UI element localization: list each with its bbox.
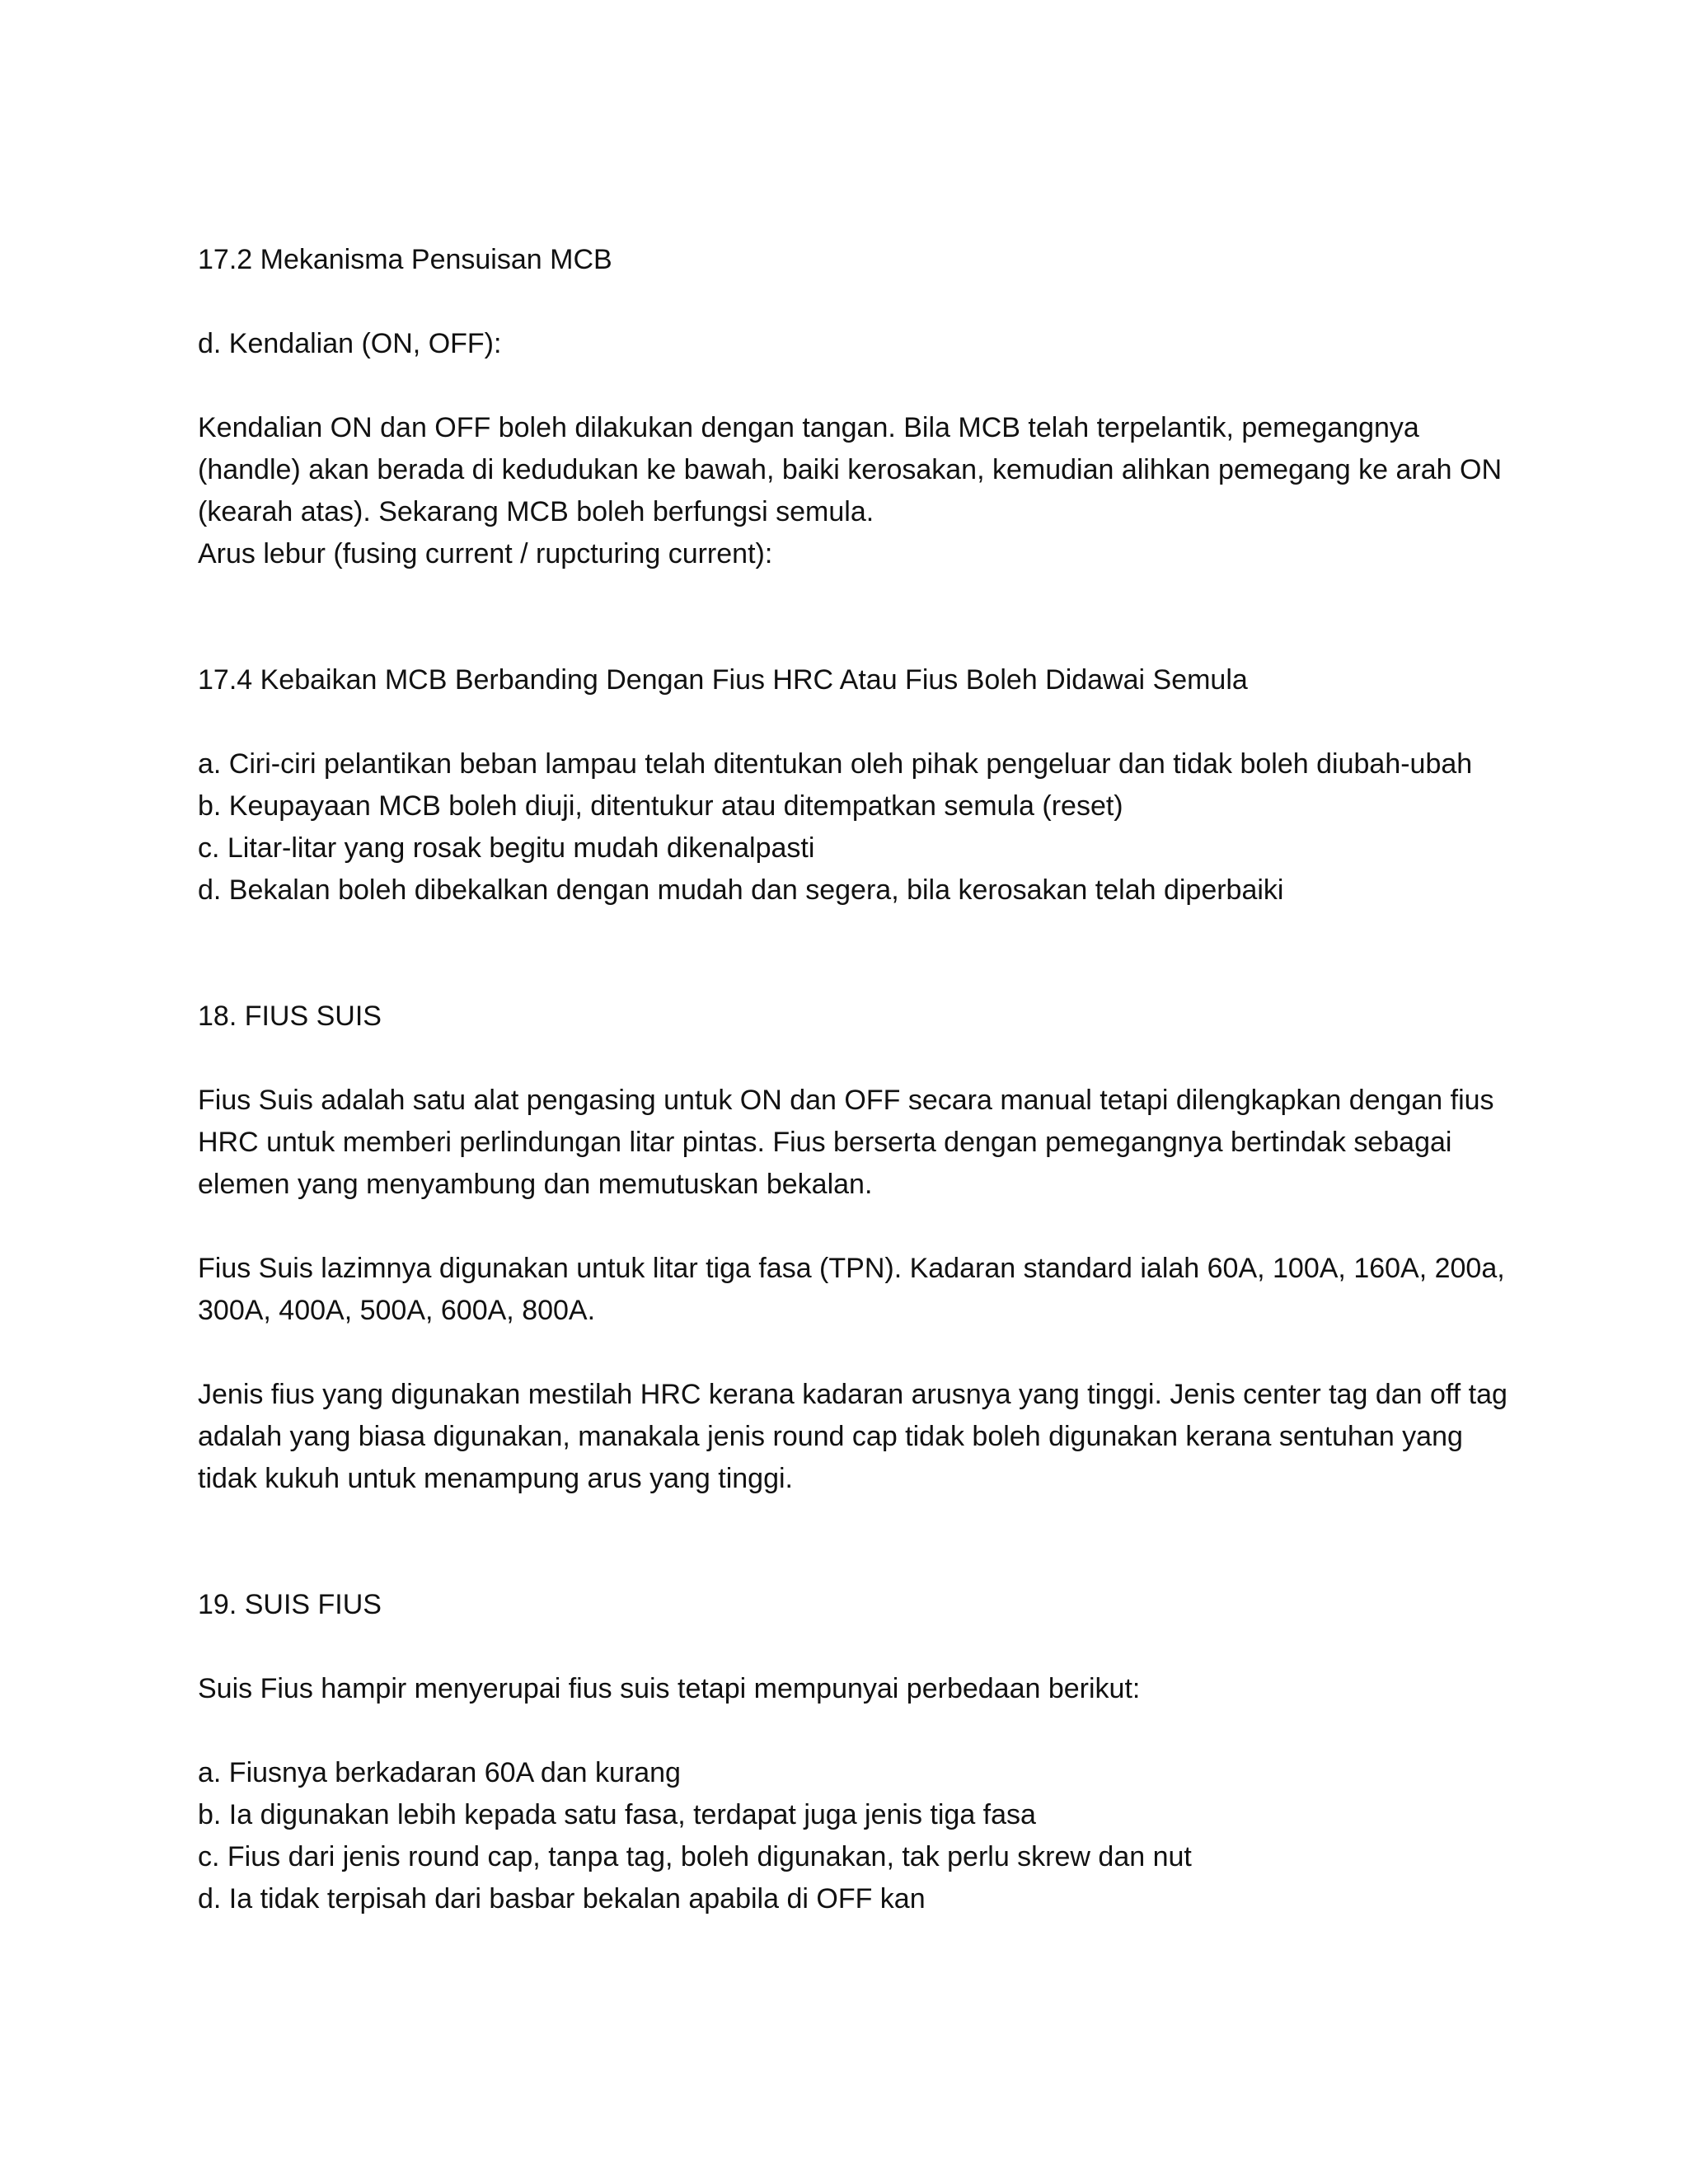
section-18-paragraph-3-line: Jenis fius yang digunakan mestilah HRC kerana kadaran arusnya yang tinggi. Jenis center tag dan off tag [198,1379,1507,1410]
section-18-paragraph-2-line: Fius Suis lazimnya digunakan untuk litar tiga fasa (TPN). Kadaran standard ialah 60A, 100A, 160A, 200a, [198,1253,1505,1284]
section-19-intro: Suis Fius hampir menyerupai fius suis tetapi mempunyai perbedaan berikut: [198,1673,1141,1704]
section-18-paragraph-2-line: 300A, 400A, 500A, 600A, 800A. [198,1295,596,1326]
section-17-4-heading: 17.4 Kebaikan MCB Berbanding Dengan Fius HRC Atau Fius Boleh Didawai Semula [198,664,1248,696]
section-18-paragraph-1-line: HRC untuk memberi perlindungan litar pintas. Fius berserta dengan pemegangnya bertindak sebagai [198,1127,1452,1158]
section-19-list-item: d. Ia tidak terpisah dari basbar bekalan apabila di OFF kan [198,1883,926,1915]
section-17-2-paragraph-line: Kendalian ON dan OFF boleh dilakukan dengan tangan. Bila MCB telah terpelantik, pemegangnya [198,412,1419,443]
document-body [198,239,1507,1920]
section-19-list-item: c. Fius dari jenis round cap, tanpa tag, boleh digunakan, tak perlu skrew dan nut [198,1841,1192,1872]
section-18-paragraph-3-line: tidak kukuh untuk menampung arus yang tinggi. [198,1463,794,1494]
section-17-4-list-item: d. Bekalan boleh dibekalkan dengan mudah dan segera, bila kerosakan telah diperbaiki [198,874,1284,906]
section-17-2-paragraph-line: (handle) akan berada di kedudukan ke bawah, baiki kerosakan, kemudian alihkan pemegang ke arah ON [198,454,1503,485]
section-19-heading: 19. SUIS FIUS [198,1589,382,1620]
section-17-4-list-item: a. Ciri-ciri pelantikan beban lampau telah ditentukan oleh pihak pengeluar dan tidak boleh diubah-ubah [198,748,1473,780]
section-18-heading: 18. FIUS SUIS [198,1001,382,1032]
section-17-2-paragraph-line: (kearah atas). Sekarang MCB boleh berfungsi semula. [198,496,874,527]
section-19-list-item: b. Ia digunakan lebih kepada satu fasa, terdapat juga jenis tiga fasa [198,1799,1036,1830]
section-17-2-heading: 17.2 Mekanisma Pensuisan MCB [198,244,612,275]
section-17-4-list-item: c. Litar-litar yang rosak begitu mudah dikenalpasti [198,832,815,864]
section-19-list-item: a. Fiusnya berkadaran 60A dan kurang [198,1757,681,1788]
section-17-2-subheading: d. Kendalian (ON, OFF): [198,328,502,359]
section-17-4-list-item: b. Keupayaan MCB boleh diuji, ditentukur atau ditempatkan semula (reset) [198,790,1123,822]
section-18-paragraph-3-line: adalah yang biasa digunakan, manakala jenis round cap tidak boleh digunakan kerana sentuhan yang [198,1421,1463,1452]
section-17-2-paragraph-line: Arus lebur (fusing current / rupcturing current): [198,538,773,569]
section-18-paragraph-1-line: elemen yang menyambung dan memutuskan bekalan. [198,1169,873,1200]
section-18-paragraph-1-line: Fius Suis adalah satu alat pengasing untuk ON dan OFF secara manual tetapi dilengkapkan dengan fius [198,1085,1494,1116]
